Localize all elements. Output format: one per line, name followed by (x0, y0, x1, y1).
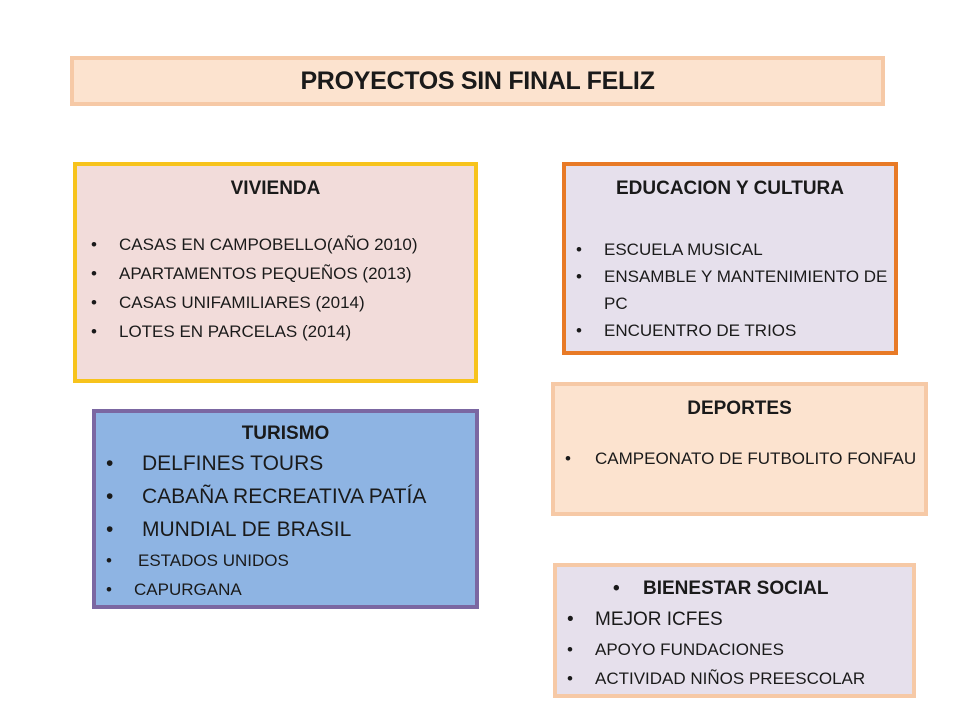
page-title: PROYECTOS SIN FINAL FELIZ (300, 66, 655, 95)
vivienda-list (77, 230, 474, 346)
deportes-heading: DEPORTES (687, 398, 792, 419)
list-item: • ESCUELA MUSICAL (566, 236, 894, 263)
list-item: • CAPURGANA (96, 575, 475, 604)
list-item: • ENCUENTRO DE TRIOS (566, 317, 894, 344)
deportes-list (555, 445, 924, 473)
turismo-box (92, 409, 479, 609)
list-item: • APARTAMENTOS PEQUEÑOS (2013) (77, 259, 474, 288)
educacion-heading: EDUCACION Y CULTURA (615, 178, 844, 199)
bienestar-box (553, 563, 916, 698)
bienestar-heading: • BIENESTAR SOCIAL (557, 573, 912, 605)
list-item: • ESTADOS UNIDOS (96, 546, 475, 575)
list-item: • DELFINES TOURS (96, 447, 475, 480)
turismo-heading: TURISMO (241, 423, 330, 444)
vivienda-heading: VIVIENDA (230, 178, 321, 199)
deportes-box (551, 382, 928, 516)
bienestar-list (557, 573, 912, 693)
list-item: • ACTIVIDAD NIÑOS PREESCOLAR (557, 664, 912, 693)
list-item: • CASAS UNIFAMILIARES (2014) (77, 288, 474, 317)
educacion-box (562, 162, 898, 355)
title-box (70, 56, 885, 106)
list-item: • APOYO FUNDACIONES (557, 635, 912, 664)
list-item: • LOTES EN PARCELAS (2014) (77, 317, 474, 346)
list-item: • ENSAMBLE Y MANTENIMIENTO DE PC (566, 263, 894, 317)
educacion-list (566, 236, 894, 344)
list-item: • CABAÑA RECREATIVA PATÍA (96, 480, 475, 513)
list-item: • CAMPEONATO DE FUTBOLITO FONFAU (555, 445, 924, 473)
list-item: • CASAS EN CAMPOBELLO(AÑO 2010) (77, 230, 474, 259)
turismo-list (96, 447, 475, 604)
vivienda-box (73, 162, 478, 383)
list-item: • MUNDIAL DE BRASIL (96, 513, 475, 546)
list-item: • MEJOR ICFES (557, 605, 912, 635)
